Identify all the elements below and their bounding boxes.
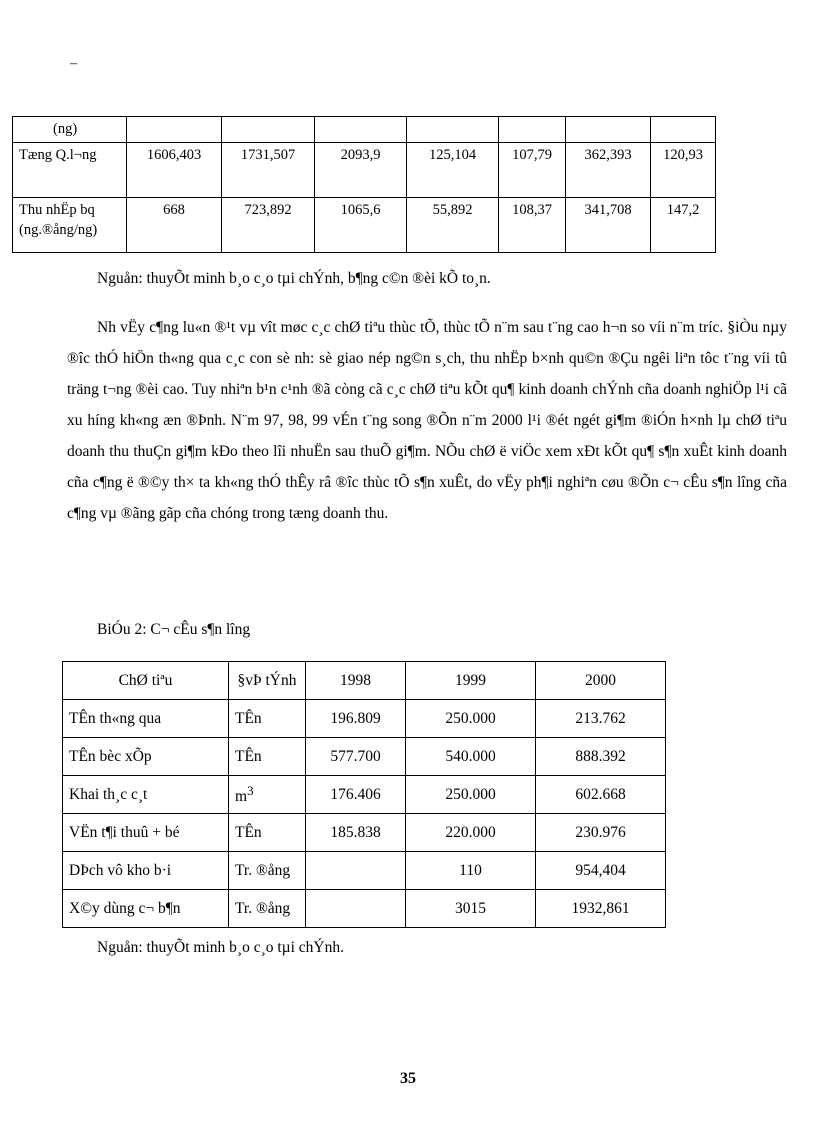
table-cell: 954,404 [536, 852, 666, 890]
table-cell: 110 [406, 852, 536, 890]
table-cell [222, 117, 315, 143]
row-label: X©y dùng c¬ b¶n [63, 890, 229, 928]
table-cell: 1731,507 [222, 143, 315, 198]
column-header: 1998 [306, 662, 406, 700]
column-header: §vÞ tÝnh [229, 662, 306, 700]
unit-cell: Tr. ®ång [229, 890, 306, 928]
unit-superscript: 3 [247, 782, 254, 798]
table-cell: 107,79 [499, 143, 566, 198]
table-cell: 213.762 [536, 700, 666, 738]
table-cell [315, 117, 407, 143]
table-cell: 2093,9 [315, 143, 407, 198]
table-cell: 120,93 [651, 143, 716, 198]
table-cell: 341,708 [566, 198, 651, 253]
table-cell: 147,2 [651, 198, 716, 253]
table-cell: 220.000 [406, 814, 536, 852]
source-note: Nguån: thuyÕt minh b¸o c¸o tµi chÝnh. [97, 939, 344, 956]
table-cell: 230.976 [536, 814, 666, 852]
page-number: 35 [400, 1070, 416, 1087]
table-row [13, 198, 716, 253]
table-row [13, 117, 716, 143]
table-cell: 888.392 [536, 738, 666, 776]
table-cell: 55,892 [407, 198, 499, 253]
table-row [63, 776, 666, 814]
table-cell: 250.000 [406, 776, 536, 814]
unit-cell: TÊn [229, 814, 306, 852]
table-row [13, 143, 716, 198]
source-note: Nguån: thuyÕt minh b¸o c¸o tµi chÝnh, b¶ng c©n ®èi kÕ to¸n. [97, 270, 491, 287]
row-label: Tæng Q.l¬ng [13, 143, 127, 198]
row-label: Khai th¸c c¸t [63, 776, 229, 814]
unit-cell [229, 776, 306, 814]
unit-cell: TÊn [229, 738, 306, 776]
table-cell: 723,892 [222, 198, 315, 253]
table-cell [651, 117, 716, 143]
table-header-row [63, 662, 666, 700]
table-cell: 125,104 [407, 143, 499, 198]
table-cell: 362,393 [566, 143, 651, 198]
table-cell: 250.000 [406, 700, 536, 738]
table-cell [306, 890, 406, 928]
table-cell [499, 117, 566, 143]
table-cell: 1932,861 [536, 890, 666, 928]
table-row [63, 700, 666, 738]
unit-cell: Tr. ®ång [229, 852, 306, 890]
body-paragraph: Nh vËy c¶ng lu«n ®¹t vµ vît møc c¸c chØ tiªu thùc tÕ, thùc tÕ n¨m sau t¨ng cao h¬n so víi n¨m tríc. §iÒu nµy ®îc thÓ hiÖn th«ng qua c¸c con sè nh: sè giao nép ng©n s¸ch, thu nhËp b×nh qu©n ®Çu ngêi liªn tôc t¨ng víi tû träng t¬ng ®èi cao. Tuy nhiªn b¹n c¹nh ®ã còng cã c¸c chØ tiªu kÕt qu¶ kinh doanh chÝnh cña doanh nghiÖp l¹i cã xu híng kh«ng æn ®Þnh. N¨m 97, 98, 99 vÉn t¨ng song ®Õn n¨m 2000 l¹i ®ét ngét gi¶m ®iÓn h×nh lµ chØ tiªu doanh thu thuÇn gi¶m kÐo theo lîi nhuËn sau thuÕ gi¶m. NÕu chØ ë viÖc xem xÐt kÕt qu¶ s¶n xuÊt kinh doanh cña c¶ng ë ®©y th× ta kh«ng thÓ thÊy râ ®îc thùc tÕ s¶n xuÊt, do vËy ph¶i nghiªn cøu ®Õn c¬ cÊu s¶n lîng cña c¶ng vµ ®ãng gãp cña chóng trong tæng doanh thu. [67, 319, 787, 522]
table-cell: 602.668 [536, 776, 666, 814]
row-label: DÞch vô kho b·i [63, 852, 229, 890]
column-header: 1999 [406, 662, 536, 700]
table-row [63, 738, 666, 776]
table-cell [306, 852, 406, 890]
output-structure-table [62, 661, 666, 928]
table-row [63, 852, 666, 890]
table-cell: 176.406 [306, 776, 406, 814]
table-cell: 577.700 [306, 738, 406, 776]
table-cell: 540.000 [406, 738, 536, 776]
row-label: (ng) [13, 117, 127, 143]
table-cell: 3015 [406, 890, 536, 928]
table-row [63, 814, 666, 852]
income-table [12, 116, 716, 253]
unit-cell: TÊn [229, 700, 306, 738]
row-label: TÊn th«ng qua [63, 700, 229, 738]
table-row [63, 890, 666, 928]
table-cell [566, 117, 651, 143]
table-cell: 668 [127, 198, 222, 253]
table-cell: 185.838 [306, 814, 406, 852]
unit-text: m [235, 788, 248, 806]
row-label: VËn t¶i thuû + bé [63, 814, 229, 852]
table-cell: 1606,403 [127, 143, 222, 198]
table-caption: BiÓu 2: C¬ cÊu s¶n lîng [97, 621, 251, 638]
column-header: 2000 [536, 662, 666, 700]
table-cell: 196.809 [306, 700, 406, 738]
row-label: TÊn bèc xÕp [63, 738, 229, 776]
row-label: Thu nhËp bq (ng.®ång/ng) [13, 198, 127, 253]
table-cell [127, 117, 222, 143]
top-dash: – [70, 56, 77, 71]
table-cell: 108,37 [499, 198, 566, 253]
column-header: ChØ tiªu [63, 662, 229, 700]
table-cell: 1065,6 [315, 198, 407, 253]
table-cell [407, 117, 499, 143]
